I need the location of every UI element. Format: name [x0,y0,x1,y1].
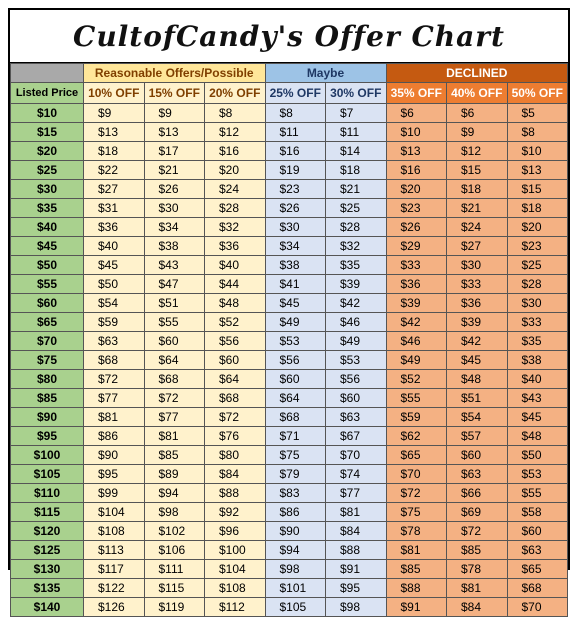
offer-cell: $69 [447,503,508,522]
offer-cell: $63 [507,541,568,560]
offer-cell: $86 [84,427,145,446]
offer-cell: $88 [386,579,447,598]
offer-cell: $9 [447,123,508,142]
offer-table [10,63,568,617]
offer-cell: $115 [144,579,205,598]
table-row [11,522,568,541]
offer-cell: $60 [507,522,568,541]
table-row [11,294,568,313]
table-row [11,408,568,427]
offer-cell: $108 [84,522,145,541]
offer-cell: $13 [507,161,568,180]
offer-cell: $85 [144,446,205,465]
offer-cell: $21 [447,199,508,218]
offer-cell: $17 [144,142,205,161]
listed-price-cell: $55 [11,275,84,294]
offer-cell: $36 [386,275,447,294]
offer-cell: $32 [205,218,266,237]
offer-cell: $88 [326,541,387,560]
table-row [11,465,568,484]
offer-cell: $33 [507,313,568,332]
offer-cell: $77 [144,408,205,427]
column-header: 30% OFF [326,83,387,104]
page-title: CultofCandy's Offer Chart [10,10,568,63]
offer-cell: $29 [386,237,447,256]
offer-cell: $53 [326,351,387,370]
offer-cell: $64 [144,351,205,370]
offer-cell: $62 [386,427,447,446]
offer-cell: $11 [326,123,387,142]
offer-cell: $50 [507,446,568,465]
offer-cell: $18 [507,199,568,218]
offer-cell: $86 [265,503,326,522]
offer-cell: $65 [386,446,447,465]
offer-cell: $30 [507,294,568,313]
offer-cell: $90 [84,446,145,465]
offer-cell: $94 [144,484,205,503]
offer-cell: $100 [205,541,266,560]
offer-cell: $8 [205,104,266,123]
offer-cell: $20 [386,180,447,199]
column-header: 25% OFF [265,83,326,104]
offer-cell: $31 [84,199,145,218]
offer-cell: $111 [144,560,205,579]
table-row [11,275,568,294]
offer-cell: $70 [507,598,568,617]
column-header: 50% OFF [507,83,568,104]
offer-cell: $12 [205,123,266,142]
offer-cell: $49 [386,351,447,370]
offer-cell: $75 [265,446,326,465]
offer-cell: $38 [507,351,568,370]
table-row [11,142,568,161]
offer-cell: $77 [326,484,387,503]
offer-cell: $68 [205,389,266,408]
offer-cell: $21 [144,161,205,180]
offer-cell: $108 [205,579,266,598]
table-row [11,256,568,275]
offer-cell: $126 [84,598,145,617]
offer-cell: $65 [507,560,568,579]
offer-cell: $6 [386,104,447,123]
offer-cell: $79 [265,465,326,484]
column-header: 20% OFF [205,83,266,104]
offer-cell: $105 [265,598,326,617]
offer-cell: $27 [84,180,145,199]
offer-cell: $77 [84,389,145,408]
table-row [11,351,568,370]
offer-cell: $117 [84,560,145,579]
offer-cell: $81 [447,579,508,598]
offer-cell: $26 [386,218,447,237]
offer-cell: $53 [507,465,568,484]
offer-cell: $40 [507,370,568,389]
offer-cell: $42 [326,294,387,313]
offer-cell: $53 [265,332,326,351]
listed-price-cell: $65 [11,313,84,332]
listed-price-cell: $20 [11,142,84,161]
offer-cell: $98 [265,560,326,579]
offer-cell: $9 [144,104,205,123]
offer-cell: $19 [265,161,326,180]
offer-cell: $104 [84,503,145,522]
offer-cell: $72 [386,484,447,503]
offer-cell: $113 [84,541,145,560]
offer-cell: $26 [144,180,205,199]
offer-cell: $63 [447,465,508,484]
offer-cell: $66 [447,484,508,503]
offer-cell: $34 [265,237,326,256]
offer-cell: $8 [265,104,326,123]
offer-cell: $35 [326,256,387,275]
offer-cell: $48 [447,370,508,389]
offer-cell: $101 [265,579,326,598]
offer-cell: $28 [507,275,568,294]
offer-cell: $50 [84,275,145,294]
offer-cell: $81 [84,408,145,427]
offer-cell: $52 [205,313,266,332]
column-header-row [11,83,568,104]
offer-cell: $33 [447,275,508,294]
offer-cell: $72 [205,408,266,427]
offer-cell: $20 [205,161,266,180]
listed-price-cell: $10 [11,104,84,123]
table-row [11,161,568,180]
offer-cell: $30 [447,256,508,275]
offer-cell: $60 [205,351,266,370]
offer-cell: $28 [205,199,266,218]
offer-cell: $102 [144,522,205,541]
listed-price-cell: $125 [11,541,84,560]
offer-cell: $48 [507,427,568,446]
offer-cell: $18 [326,161,387,180]
offer-cell: $18 [447,180,508,199]
offer-cell: $57 [447,427,508,446]
offer-cell: $90 [265,522,326,541]
offer-cell: $13 [144,123,205,142]
offer-cell: $56 [265,351,326,370]
offer-cell: $83 [265,484,326,503]
offer-cell: $24 [205,180,266,199]
listed-price-cell: $45 [11,237,84,256]
offer-cell: $104 [205,560,266,579]
offer-cell: $48 [205,294,266,313]
column-header: 15% OFF [144,83,205,104]
listed-price-cell: $115 [11,503,84,522]
offer-chart [8,8,570,614]
offer-cell: $45 [84,256,145,275]
offer-cell: $36 [447,294,508,313]
offer-cell: $11 [265,123,326,142]
offer-cell: $34 [144,218,205,237]
offer-cell: $43 [144,256,205,275]
column-header: 35% OFF [386,83,447,104]
offer-cell: $40 [205,256,266,275]
offer-cell: $38 [265,256,326,275]
offer-cell: $68 [507,579,568,598]
offer-cell: $64 [205,370,266,389]
offer-cell: $94 [265,541,326,560]
offer-cell: $63 [84,332,145,351]
column-header: 40% OFF [447,83,508,104]
listed-price-cell: $60 [11,294,84,313]
listed-price-cell: $95 [11,427,84,446]
offer-cell: $70 [326,446,387,465]
offer-cell: $46 [326,313,387,332]
listed-price-cell: $140 [11,598,84,617]
offer-cell: $78 [386,522,447,541]
offer-cell: $99 [84,484,145,503]
offer-cell: $51 [447,389,508,408]
table-row [11,598,568,617]
table-row [11,123,568,142]
offer-cell: $78 [447,560,508,579]
offer-cell: $54 [447,408,508,427]
offer-cell: $23 [507,237,568,256]
offer-cell: $26 [265,199,326,218]
offer-cell: $95 [326,579,387,598]
offer-cell: $55 [386,389,447,408]
offer-cell: $98 [144,503,205,522]
offer-cell: $39 [326,275,387,294]
offer-cell: $54 [84,294,145,313]
offer-cell: $13 [84,123,145,142]
offer-cell: $38 [144,237,205,256]
offer-cell: $70 [386,465,447,484]
listed-price-cell: $130 [11,560,84,579]
offer-cell: $68 [265,408,326,427]
offer-cell: $52 [386,370,447,389]
listed-price-cell: $80 [11,370,84,389]
column-header: 10% OFF [84,83,145,104]
offer-cell: $24 [447,218,508,237]
offer-cell: $36 [84,218,145,237]
listed-price-cell: $50 [11,256,84,275]
offer-cell: $72 [144,389,205,408]
offer-cell: $81 [144,427,205,446]
offer-cell: $45 [507,408,568,427]
offer-cell: $30 [265,218,326,237]
offer-cell: $59 [84,313,145,332]
offer-cell: $49 [265,313,326,332]
offer-cell: $91 [386,598,447,617]
offer-cell: $41 [265,275,326,294]
offer-cell: $60 [447,446,508,465]
offer-cell: $47 [144,275,205,294]
offer-cell: $76 [205,427,266,446]
offer-cell: $95 [84,465,145,484]
offer-cell: $85 [447,541,508,560]
offer-cell: $89 [144,465,205,484]
listed-price-cell: $40 [11,218,84,237]
listed-price-cell: $85 [11,389,84,408]
offer-cell: $42 [386,313,447,332]
table-row [11,218,568,237]
table-row [11,180,568,199]
offer-cell: $84 [326,522,387,541]
offer-cell: $39 [386,294,447,313]
offer-cell: $96 [205,522,266,541]
offer-cell: $7 [326,104,387,123]
offer-cell: $81 [386,541,447,560]
offer-cell: $56 [205,332,266,351]
listed-price-cell: $105 [11,465,84,484]
offer-cell: $25 [326,199,387,218]
table-row [11,332,568,351]
offer-cell: $67 [326,427,387,446]
offer-cell: $71 [265,427,326,446]
offer-cell: $56 [326,370,387,389]
offer-cell: $10 [507,142,568,161]
offer-cell: $84 [447,598,508,617]
offer-cell: $106 [144,541,205,560]
offer-cell: $39 [447,313,508,332]
offer-cell: $23 [386,199,447,218]
offer-cell: $64 [265,389,326,408]
offer-cell: $60 [265,370,326,389]
offer-cell: $12 [447,142,508,161]
table-row [11,427,568,446]
column-header: Listed Price [11,83,84,104]
table-row [11,389,568,408]
listed-price-cell: $120 [11,522,84,541]
offer-cell: $43 [507,389,568,408]
table-row [11,370,568,389]
table-row [11,484,568,503]
offer-cell: $55 [144,313,205,332]
listed-price-cell: $15 [11,123,84,142]
offer-cell: $8 [507,123,568,142]
table-row [11,560,568,579]
offer-cell: $9 [84,104,145,123]
offer-cell: $68 [144,370,205,389]
table-row [11,104,568,123]
offer-cell: $58 [507,503,568,522]
offer-cell: $68 [84,351,145,370]
offer-cell: $119 [144,598,205,617]
offer-cell: $122 [84,579,145,598]
offer-cell: $51 [144,294,205,313]
offer-cell: $63 [326,408,387,427]
table-row [11,541,568,560]
offer-cell: $45 [265,294,326,313]
offer-cell: $72 [84,370,145,389]
group-header-row [11,64,568,83]
listed-price-cell: $25 [11,161,84,180]
offer-cell: $32 [326,237,387,256]
group-maybe: Maybe [265,64,386,83]
offer-cell: $85 [386,560,447,579]
group-header-blank [11,64,84,83]
offer-cell: $23 [265,180,326,199]
listed-price-cell: $70 [11,332,84,351]
offer-cell: $10 [386,123,447,142]
table-row [11,579,568,598]
offer-cell: $46 [386,332,447,351]
offer-cell: $6 [447,104,508,123]
table-row [11,503,568,522]
offer-cell: $27 [447,237,508,256]
offer-cell: $55 [507,484,568,503]
listed-price-cell: $110 [11,484,84,503]
offer-cell: $35 [507,332,568,351]
offer-cell: $60 [144,332,205,351]
table-row [11,237,568,256]
offer-cell: $40 [84,237,145,256]
offer-cell: $21 [326,180,387,199]
offer-cell: $20 [507,218,568,237]
offer-cell: $16 [386,161,447,180]
offer-cell: $15 [507,180,568,199]
offer-cell: $14 [326,142,387,161]
offer-cell: $42 [447,332,508,351]
offer-cell: $84 [205,465,266,484]
offer-cell: $25 [507,256,568,275]
offer-cell: $36 [205,237,266,256]
offer-cell: $16 [205,142,266,161]
table-row [11,313,568,332]
offer-cell: $45 [447,351,508,370]
offer-cell: $22 [84,161,145,180]
listed-price-cell: $35 [11,199,84,218]
offer-cell: $16 [265,142,326,161]
offer-cell: $59 [386,408,447,427]
offer-cell: $88 [205,484,266,503]
listed-price-cell: $30 [11,180,84,199]
offer-cell: $18 [84,142,145,161]
offer-cell: $28 [326,218,387,237]
table-row [11,446,568,465]
offer-cell: $92 [205,503,266,522]
offer-cell: $91 [326,560,387,579]
offer-cell: $44 [205,275,266,294]
group-declined: DECLINED [386,64,568,83]
offer-cell: $80 [205,446,266,465]
offer-cell: $30 [144,199,205,218]
offer-cell: $81 [326,503,387,522]
listed-price-cell: $75 [11,351,84,370]
offer-cell: $5 [507,104,568,123]
offer-cell: $75 [386,503,447,522]
offer-cell: $98 [326,598,387,617]
offer-cell: $72 [447,522,508,541]
offer-cell: $15 [447,161,508,180]
offer-cell: $112 [205,598,266,617]
listed-price-cell: $90 [11,408,84,427]
listed-price-cell: $100 [11,446,84,465]
offer-cell: $74 [326,465,387,484]
group-reasonable: Reasonable Offers/Possible [84,64,266,83]
offer-cell: $13 [386,142,447,161]
offer-cell: $49 [326,332,387,351]
offer-cell: $60 [326,389,387,408]
listed-price-cell: $135 [11,579,84,598]
offer-cell: $33 [386,256,447,275]
table-row [11,199,568,218]
